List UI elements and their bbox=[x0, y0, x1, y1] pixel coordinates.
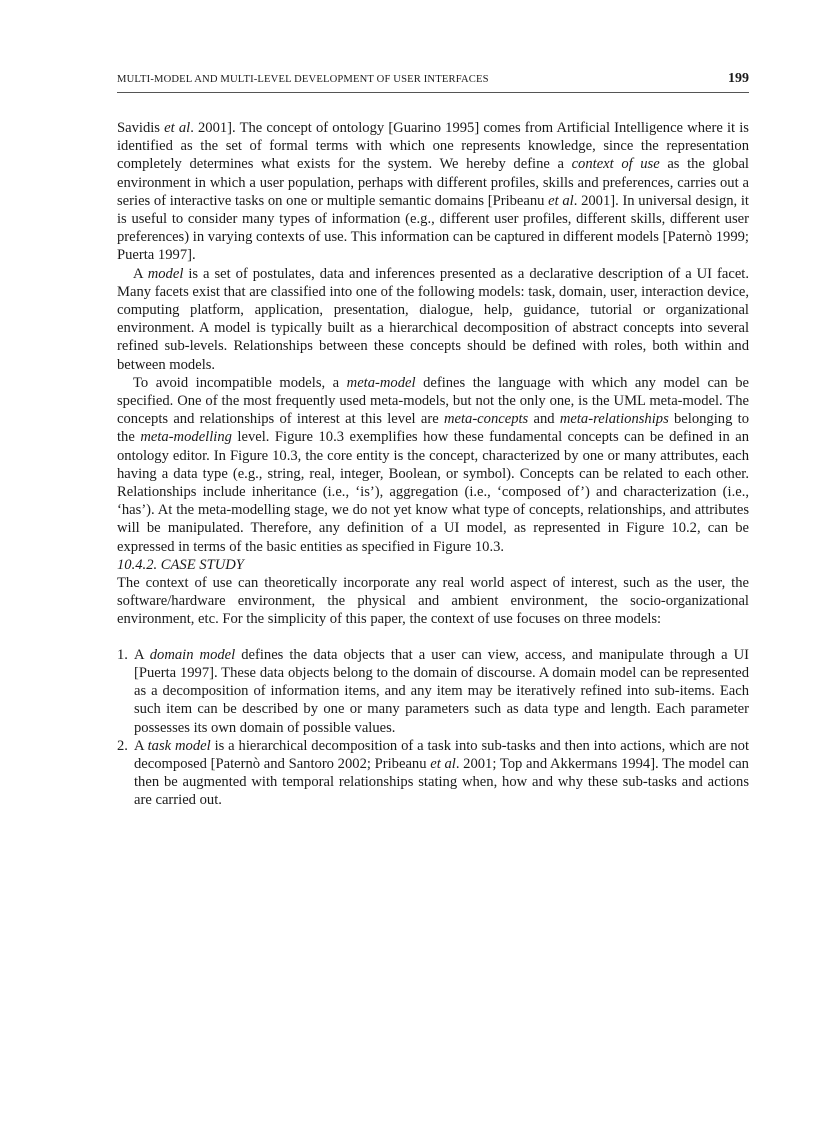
list-number: 1. bbox=[117, 646, 128, 663]
section-heading: 10.4.2. CASE STUDY bbox=[117, 556, 244, 573]
running-head bbox=[117, 71, 749, 87]
paragraph-meta-model: To avoid incompatible models, a meta-model defines the language with which any model can be specified. One of the most frequently used meta-models, but not the only one, is the UML meta-model. The concepts and relationships of interest at this level are meta-concepts and meta-relationships belonging to the meta-modelling level. Figure 10.3 exemplifies how these fundamental concepts can be defined in an ontology editor. In Figure 10.3, the core entity is the concept, characterized by one or many attributes, each having a data type (e.g., string, real, integer, Boolean, or symbol). Concepts can be related to each other. Relationships include inheritance (i.e., ‘is’), aggregation (i.e., ‘composed of’) and characterization (i.e., ‘has’). At the meta-modelling stage, we do not yet know what type of concepts, relationships, and attributes will be manipulated. Therefore, any definition of a UI model, as represented in Figure 10.2, can be expressed in terms of the basic entities as specified in Figure 10.3. bbox=[117, 374, 750, 555]
paragraph-context-of-use: Savidis et al. 2001]. The concept of ontology [Guarino 1995] comes from Artificial Intelligence where it is identified as the set of formal terms with which one represents knowledge, since the representation completely determines what exists for the system. We hereby define a context of use as the global environment in which a user population, perhaps with different profiles, skills and preferences, carries out a series of interactive tasks on one or multiple semantic domains [Pribeanu et al. 2001]. In universal design, it is useful to consider many types of information (e.g., different user profiles, different skills, different user preferences) in varying contexts of use. This information can be captured in different models [Paternò 1999; Puerta 1997]. bbox=[117, 120, 749, 264]
running-title: MULTI-MODEL AND MULTI-LEVEL DEVELOPMENT OF USER INTERFACES bbox=[117, 74, 489, 85]
list-item: 1. A domain model defines the data objects that a user can view, access, and manipulate through a UI [Puerta 1997]. These data objects belong to the domain of discourse. A domain model can be represented as a decomposition of information items, and any item may be iteratively refined into sub-items. Each such item can be described by one or many parameters such as data type and length. Each parameter possesses its own domain of possible values. bbox=[117, 646, 749, 736]
list-number: 2. bbox=[117, 737, 128, 754]
header-rule bbox=[117, 92, 749, 93]
list-item: 2. A task model is a hierarchical decomposition of a task into sub-tasks and then into actions, which are not decomposed [Paternò and Santoro 2002; Pribeanu et al. 2001; Top and Akkermans 1994]. The model can then be augmented with temporal relationships stating when, how and why these sub-tasks and actions are carried out. bbox=[117, 737, 749, 809]
page-number: 199 bbox=[728, 71, 749, 86]
section-intro: The context of use can theoretically incorporate any real world aspect of interest, such as the user, the software/hardware environment, the physical and ambient environment, the socio-organizational environment, etc. For the simplicity of this paper, the context of use focuses on three models: bbox=[117, 575, 749, 628]
paragraph-model: A model is a set of postulates, data and inferences presented as a declarative description of a UI facet. Many facets exist that are classified into one of the following models: task, domain, user, interaction device, computing platform, application, presentation, dialogue, help, guidance, tutorial or organizational environment. A model is typically built as a hierarchical decomposition of abstract concepts into several refined sub-levels. Relationships between these concepts should be defined with roles, both within and between models. bbox=[117, 265, 749, 373]
model-list bbox=[117, 646, 749, 810]
body-text bbox=[117, 119, 749, 810]
